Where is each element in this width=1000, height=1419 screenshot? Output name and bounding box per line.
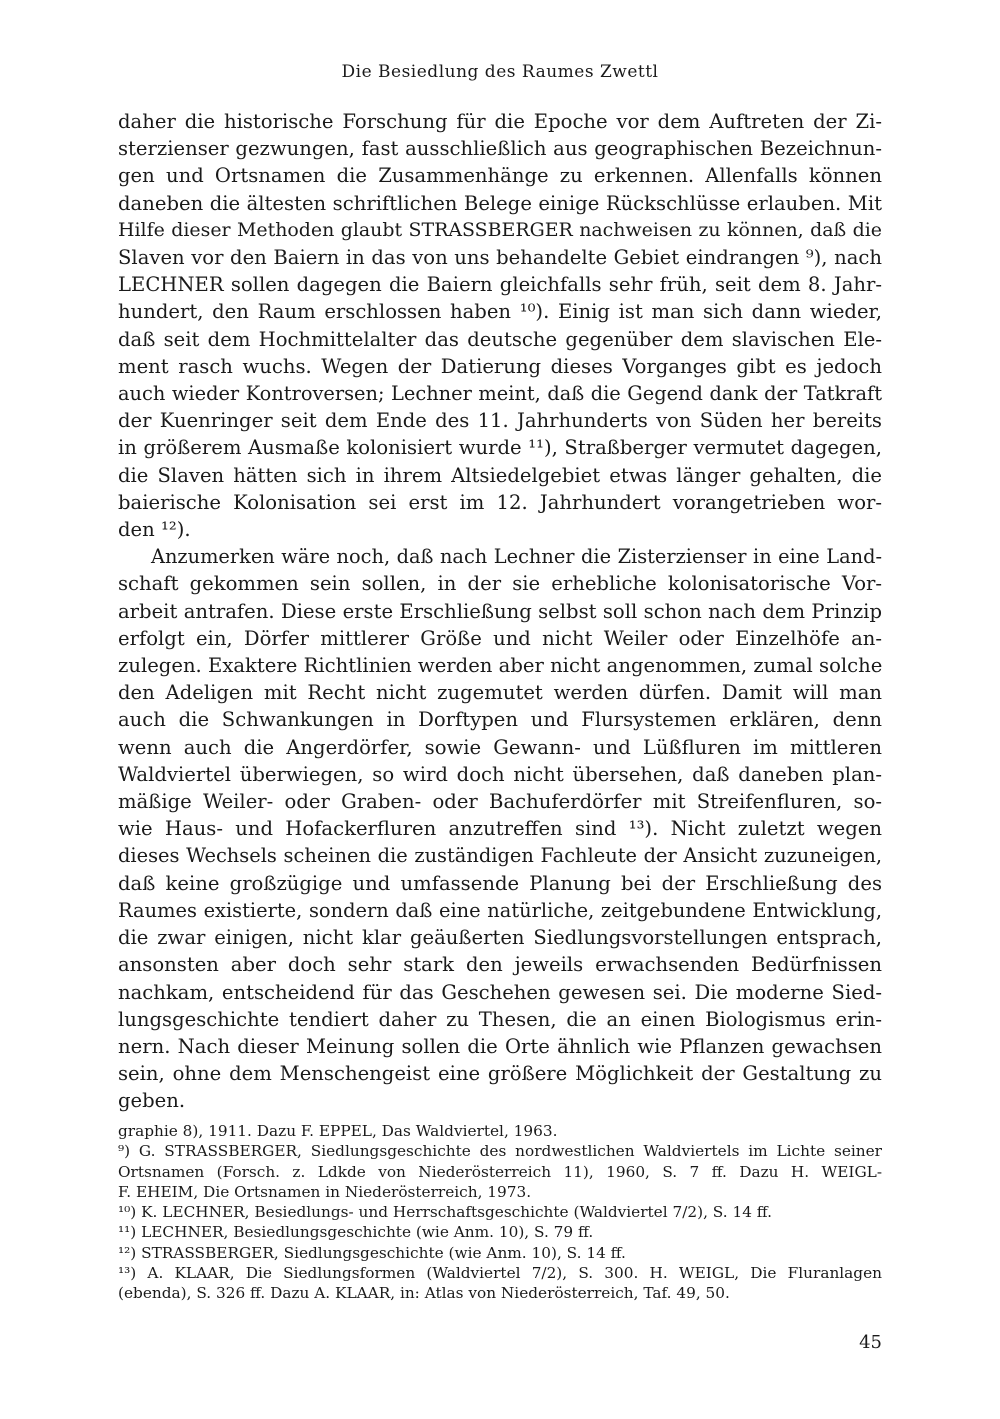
text-line: sterzienser gezwungen, fast ausschließlich aus geographischen Bezeichnun- xyxy=(118,137,882,161)
text-line: ansonsten aber doch sehr stark den jeweils erwachsenden Bedürfnissen xyxy=(118,953,882,977)
footnote-line: F. EHEIM, Die Ortsnamen in Niederösterreich, 1973. xyxy=(118,1182,532,1201)
text-line: schaft gekommen sein sollen, in der sie erhebliche kolonisatorische Vor- xyxy=(118,572,882,596)
body-text xyxy=(118,108,882,1115)
text-line: geben. xyxy=(118,1089,186,1113)
text-line: mäßige Weiler- oder Graben- oder Bachuferdörfer mit Streifenfluren, so- xyxy=(118,790,882,814)
text-line: lungsgeschichte tendiert daher zu Thesen, die an einen Biologismus erin- xyxy=(118,1007,882,1031)
text-line: die Slaven hätten sich in ihrem Altsiedelgebiet etwas länger gehalten, die xyxy=(118,463,882,487)
running-title: Die Besiedlung des Raumes Zwettl xyxy=(341,62,659,82)
text-line: wenn auch die Angerdörfer, sowie Gewann- und Lüßfluren im mittleren xyxy=(118,735,882,759)
text-line: Raumes existierte, sondern daß eine natürliche, zeitgebundene Entwicklung, xyxy=(118,898,882,922)
text-line: Slaven vor den Baiern in das von uns behandelte Gebiet eindrangen ⁹), nach xyxy=(118,246,882,270)
text-line: zulegen. Exaktere Richtlinien werden aber nicht angenommen, zumal solche xyxy=(118,654,883,678)
text-line: Waldviertel überwiegen, so wird doch nicht übersehen, daß daneben plan- xyxy=(118,762,882,786)
text-line: Anzumerken wäre noch, daß nach Lechner die Zisterzienser in eine Land- xyxy=(151,545,882,569)
footnotes xyxy=(118,1121,882,1304)
page-number: 45 xyxy=(859,1332,882,1353)
text-line: daß keine großzügige und umfassende Planung bei der Erschließung des xyxy=(118,871,882,895)
paragraph-1 xyxy=(118,108,882,543)
text-line: baierische Kolonisation sei erst im 12. Jahrhundert vorangetrieben wor- xyxy=(118,490,882,514)
footnote-line: ¹²) STRASSBERGER, Siedlungsgeschichte (wie Anm. 10), S. 14 ff. xyxy=(118,1243,626,1262)
text-line: nachkam, entscheidend für das Geschehen gewesen sei. Die moderne Sied- xyxy=(118,980,882,1004)
paragraph-2 xyxy=(118,543,882,1114)
text-line: gen und Ortsnamen die Zusammenhänge zu erkennen. Allenfalls können xyxy=(118,164,882,188)
footnote-line: ¹³) A. KLAAR, Die Siedlungsformen (Waldviertel 7/2), S. 300. H. WEIGL, Die Fluranlagen xyxy=(118,1264,882,1283)
text-line: auch wieder Kontroversen; Lechner meint, daß die Gegend dank der Tatkraft xyxy=(118,382,882,406)
text-line: der Kuenringer seit dem Ende des 11. Jahrhunderts von Süden her bereits xyxy=(118,409,882,433)
text-line: dieses Wechsels scheinen die zuständigen Fachleute der Ansicht zuzuneigen, xyxy=(118,844,882,868)
footnote-line: Ortsnamen (Forsch. z. Ldkde von Niederösterreich 11), 1960, S. 7 ff. Dazu H. WEIGL- xyxy=(118,1162,882,1181)
text-line: nern. Nach dieser Meinung sollen die Orte ähnlich wie Pflanzen gewachsen xyxy=(118,1034,882,1058)
text-line: sein, ohne dem Menschengeist eine größere Möglichkeit der Gestaltung zu xyxy=(118,1062,882,1086)
text-line: die zwar einigen, nicht klar geäußerten Siedlungsvorstellungen entsprach, xyxy=(118,926,882,950)
text-line: auch die Schwankungen in Dorftypen und Flursystemen erklären, denn xyxy=(118,708,882,732)
text-line: daß seit dem Hochmittelalter das deutsche gegenüber dem slavischen Ele- xyxy=(118,327,882,351)
text-line: Hilfe dieser Methoden glaubt STRASSBERGER nachweisen zu können, daß die xyxy=(118,218,882,241)
text-line: erfolgt ein, Dörfer mittlerer Größe und nicht Weiler oder Einzelhöfe an- xyxy=(118,626,882,650)
text-line: LECHNER sollen dagegen die Baiern gleichfalls sehr früh, seit dem 8. Jahr- xyxy=(118,273,882,297)
text-line: hundert, den Raum erschlossen haben ¹⁰). Einig ist man sich dann wieder, xyxy=(118,300,882,324)
footnote-line: ¹¹) LECHNER, Besiedlungsgeschichte (wie Anm. 10), S. 79 ff. xyxy=(118,1223,594,1242)
footnote-line: graphie 8), 1911. Dazu F. EPPEL, Das Waldviertel, 1963. xyxy=(118,1122,558,1140)
text-line: arbeit antrafen. Diese erste Erschließung selbst soll schon nach dem Prinzip xyxy=(118,599,882,623)
footnote-line: (ebenda), S. 326 ff. Dazu A. KLAAR, in: Atlas von Niederösterreich, Taf. 49, 50. xyxy=(118,1284,730,1303)
footnote-line: ¹⁰) K. LECHNER, Besiedlungs- und Herrschaftsgeschichte (Waldviertel 7/2), S. 14 ff. xyxy=(118,1203,772,1222)
text-line: in größerem Ausmaße kolonisiert wurde ¹¹), Straßberger vermutet dagegen, xyxy=(118,436,882,460)
text-line: wie Haus- und Hofackerfluren anzutreffen sind ¹³). Nicht zuletzt wegen xyxy=(118,817,882,841)
text-line: den ¹²). xyxy=(118,518,191,542)
text-line: daher die historische Forschung für die Epoche vor dem Auftreten der Zi- xyxy=(118,110,882,133)
text-line: daneben die ältesten schriftlichen Belege einige Rückschlüsse erlauben. Mit xyxy=(118,191,882,215)
text-line: ment rasch wuchs. Wegen der Datierung dieses Vorganges gibt es jedoch xyxy=(118,354,882,378)
text-line: den Adeligen mit Recht nicht zugemutet werden dürfen. Damit will man xyxy=(118,681,882,705)
footnote-line: ⁹) G. STRASSBERGER, Siedlungsgeschichte des nordwestlichen Waldviertels im Lichte seiner xyxy=(118,1142,882,1161)
